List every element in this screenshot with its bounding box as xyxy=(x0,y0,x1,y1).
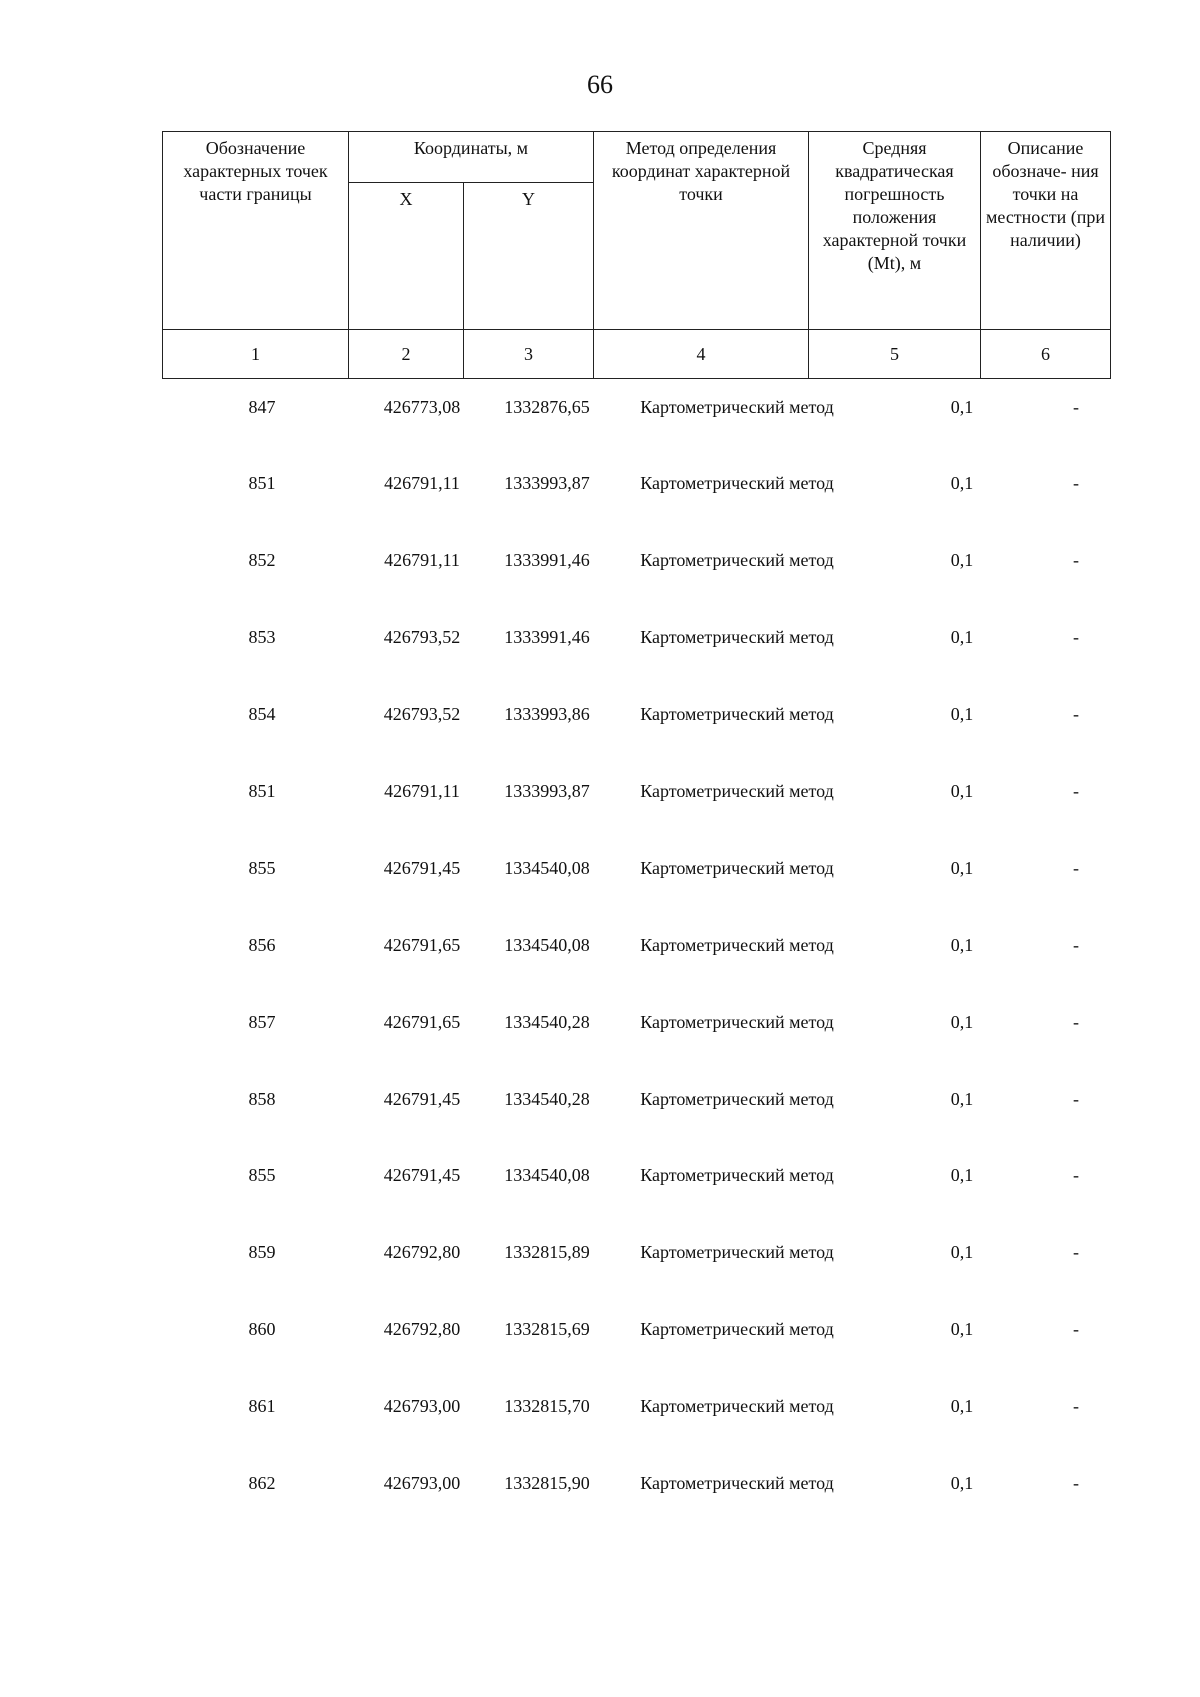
table-row xyxy=(162,1303,1110,1380)
point-id: 861 xyxy=(248,1396,276,1417)
mean-error: 0,1 xyxy=(950,857,974,878)
coord-x: 426791,45 xyxy=(383,1165,461,1186)
page-number: 66 xyxy=(587,70,613,99)
method: Картометрический метод xyxy=(640,857,834,878)
header-number: 5 xyxy=(809,330,981,379)
coord-y: 1333993,87 xyxy=(504,473,590,494)
method: Картометрический метод xyxy=(640,1011,834,1032)
header-description: Описание обозначе- ния точки на местности (при наличии) xyxy=(981,132,1111,330)
method: Картометрический метод xyxy=(640,1242,834,1263)
coord-x: 426793,00 xyxy=(383,1472,461,1493)
table-row xyxy=(162,611,1110,688)
description: - xyxy=(1073,1165,1079,1186)
table-row xyxy=(162,841,1110,918)
mean-error: 0,1 xyxy=(950,396,974,417)
mean-error: 0,1 xyxy=(950,704,974,725)
mean-error: 0,1 xyxy=(950,1319,974,1340)
coord-y: 1334540,28 xyxy=(504,1088,590,1109)
description: - xyxy=(1073,780,1079,801)
method: Картометрический метод xyxy=(640,1088,834,1109)
method: Картометрический метод xyxy=(640,934,834,955)
coord-y: 1332815,70 xyxy=(504,1396,590,1417)
mean-error: 0,1 xyxy=(950,1396,974,1417)
point-id: 858 xyxy=(248,1088,276,1109)
point-id: 855 xyxy=(248,857,276,878)
coord-x: 426792,80 xyxy=(383,1242,461,1263)
description: - xyxy=(1073,1011,1079,1032)
coord-y: 1332876,65 xyxy=(504,396,590,417)
point-id: 847 xyxy=(248,396,276,417)
coord-x: 426791,65 xyxy=(383,1011,461,1032)
coord-y: 1334540,08 xyxy=(504,934,590,955)
method: Картометрический метод xyxy=(640,1396,834,1417)
table-row xyxy=(162,1456,1110,1533)
mean-error: 0,1 xyxy=(950,934,974,955)
header-number: 1 xyxy=(163,330,349,379)
table-row xyxy=(162,1149,1110,1226)
method: Картометрический метод xyxy=(640,1165,834,1186)
point-id: 862 xyxy=(248,1472,276,1493)
description: - xyxy=(1073,473,1079,494)
mean-error: 0,1 xyxy=(950,1242,974,1263)
coord-y: 1333991,46 xyxy=(504,550,590,571)
description: - xyxy=(1073,396,1079,417)
mean-error: 0,1 xyxy=(950,473,974,494)
table-row xyxy=(162,380,1110,457)
table-header xyxy=(162,131,1111,379)
description: - xyxy=(1073,550,1079,571)
coord-x: 426791,65 xyxy=(383,934,461,955)
description: - xyxy=(1073,1396,1079,1417)
coord-y: 1334540,28 xyxy=(504,1011,590,1032)
coord-y: 1333993,86 xyxy=(504,704,590,725)
description: - xyxy=(1073,934,1079,955)
point-id: 854 xyxy=(248,704,276,725)
method: Картометрический метод xyxy=(640,396,834,417)
point-id: 855 xyxy=(248,1165,276,1186)
description: - xyxy=(1073,1088,1079,1109)
description: - xyxy=(1073,1472,1079,1493)
coord-y: 1334540,08 xyxy=(504,857,590,878)
coord-y: 1333993,87 xyxy=(504,780,590,801)
method: Картометрический метод xyxy=(640,1472,834,1493)
point-id: 857 xyxy=(248,1011,276,1032)
coord-x: 426791,45 xyxy=(383,857,461,878)
point-id: 851 xyxy=(248,780,276,801)
mean-error: 0,1 xyxy=(950,1472,974,1493)
mean-error: 0,1 xyxy=(950,1165,974,1186)
point-id: 856 xyxy=(248,934,276,955)
header-y: Y xyxy=(464,183,594,330)
point-id: 860 xyxy=(248,1319,276,1340)
point-id: 859 xyxy=(248,1242,276,1263)
coord-y: 1333991,46 xyxy=(504,627,590,648)
coord-x: 426791,11 xyxy=(384,473,460,494)
header-number: 2 xyxy=(349,330,464,379)
coord-y: 1332815,90 xyxy=(504,1472,590,1493)
point-id: 853 xyxy=(248,627,276,648)
header-x: X xyxy=(349,183,464,330)
table-row xyxy=(162,995,1110,1072)
description: - xyxy=(1073,627,1079,648)
mean-error: 0,1 xyxy=(950,627,974,648)
method: Картометрический метод xyxy=(640,550,834,571)
mean-error: 0,1 xyxy=(950,1088,974,1109)
point-id: 852 xyxy=(248,550,276,571)
coord-x: 426793,52 xyxy=(383,627,461,648)
method: Картометрический метод xyxy=(640,780,834,801)
description: - xyxy=(1073,1242,1079,1263)
coord-y: 1332815,69 xyxy=(504,1319,590,1340)
coord-x: 426791,45 xyxy=(383,1088,461,1109)
method: Картометрический метод xyxy=(640,1319,834,1340)
mean-error: 0,1 xyxy=(950,780,974,801)
table-row xyxy=(162,918,1110,995)
coord-y: 1334540,08 xyxy=(504,1165,590,1186)
table-row xyxy=(162,1072,1110,1149)
mean-error: 0,1 xyxy=(950,1011,974,1032)
coord-x: 426791,11 xyxy=(384,780,460,801)
description: - xyxy=(1073,1319,1079,1340)
header-mean-error: Средняя квадратическая погрешность положения характерной точки (Mt), м xyxy=(809,132,981,330)
table-row xyxy=(162,688,1110,765)
table-row xyxy=(162,1226,1110,1303)
point-id: 851 xyxy=(248,473,276,494)
header-point-designation: Обозначение характерных точек части границы xyxy=(163,132,349,330)
header-number: 4 xyxy=(594,330,809,379)
coord-y: 1332815,89 xyxy=(504,1242,590,1263)
table-body xyxy=(162,380,1110,1533)
header-coordinates: Координаты, м xyxy=(349,132,594,183)
coord-x: 426792,80 xyxy=(383,1319,461,1340)
method: Картометрический метод xyxy=(640,473,834,494)
description: - xyxy=(1073,857,1079,878)
header-number: 6 xyxy=(981,330,1111,379)
coord-x: 426793,00 xyxy=(383,1396,461,1417)
coord-x: 426793,52 xyxy=(383,704,461,725)
description: - xyxy=(1073,704,1079,725)
method: Картометрический метод xyxy=(640,704,834,725)
coord-x: 426773,08 xyxy=(383,396,461,417)
header-number: 3 xyxy=(464,330,594,379)
table-row xyxy=(162,1380,1110,1457)
table-row xyxy=(162,457,1110,534)
method: Картометрический метод xyxy=(640,627,834,648)
table-row xyxy=(162,764,1110,841)
header-method: Метод определения координат характерной точки xyxy=(594,132,809,330)
table-row xyxy=(162,534,1110,611)
coord-x: 426791,11 xyxy=(384,550,460,571)
mean-error: 0,1 xyxy=(950,550,974,571)
